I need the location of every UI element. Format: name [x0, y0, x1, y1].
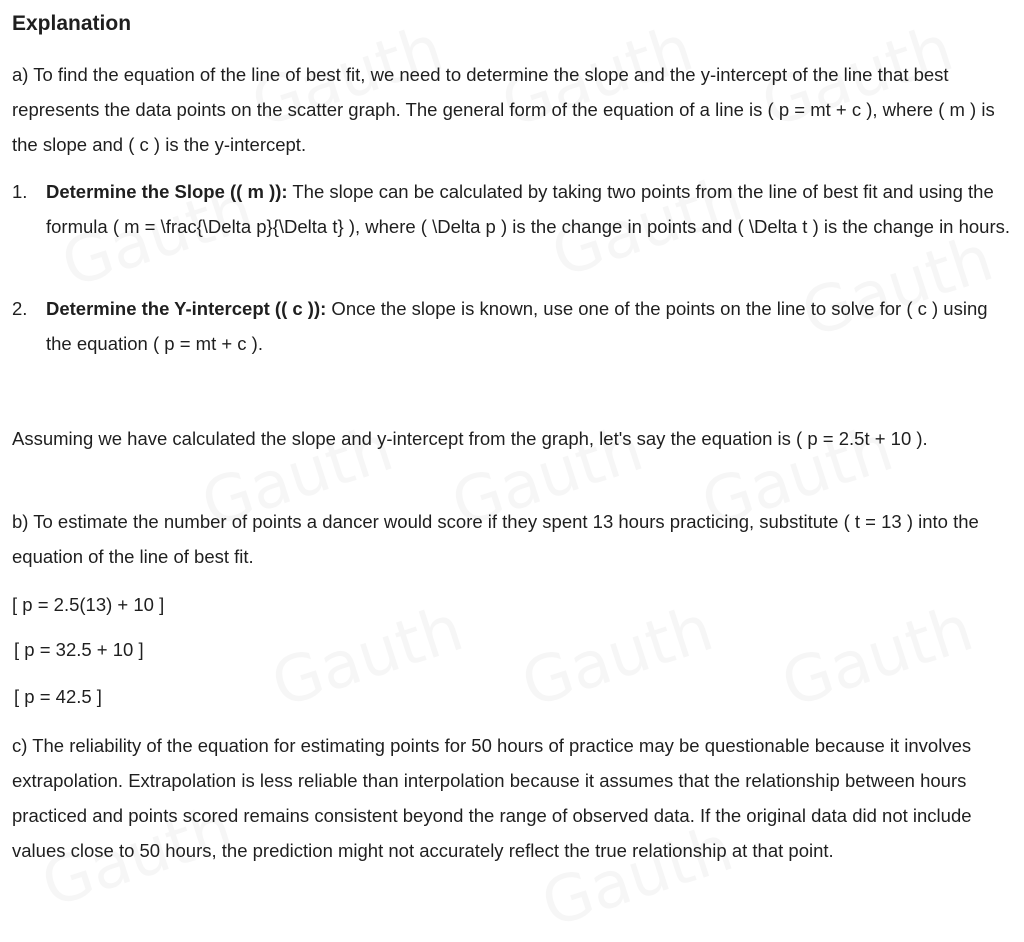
part-a-intro: a) To find the equation of the line of best fit, we need to determine the slope and the y-intercept of the line that best represents the data points on the scatter graph. The general form of the equation of a line is ( p = mt + c ), where ( m ) is the slope and ( c ) is the y-intercept.: [12, 64, 995, 155]
equation-line: [ p = 42.5 ]: [14, 686, 102, 707]
step-number: 1.: [12, 181, 28, 202]
step-number: 2.: [12, 298, 28, 319]
part-b-intro: b) To estimate the number of points a dancer would score if they spent 13 hours practicing, substitute ( t = 13 ) into the equation of the line of best fit.: [12, 511, 979, 567]
step-intercept: [12, 291, 1012, 361]
watermark: [263, 592, 471, 723]
step-heading: Determine the Slope (( m )):: [46, 181, 288, 202]
part-c-text: [12, 728, 1012, 868]
step-text: The slope can be calculated by taking two points from the line of best fit and using the formula ( m = \frac{\Delta p}{\Delta t} ), where ( \Delta p ) is the change in points and ( \Delta t ) is the change in hours.: [46, 181, 1011, 237]
step-heading: Determine the Y-intercept (( c )):: [46, 298, 327, 319]
part-c-body: c) The reliability of the equation for estimating points for 50 hours of practice may be questionable because it involves extrapolation. Extrapolation is less reliable than interpolation because it assumes that the relationship between hours practiced and points scored remains consistent beyond the range of observed data. If the original data did not include values close to 50 hours, the prediction might not accurately reflect the true relationship at that point.: [12, 735, 972, 861]
equation-line: [ p = 32.5 + 10 ]: [14, 639, 144, 660]
watermark: [513, 592, 721, 723]
equation-assumption: Assuming we have calculated the slope and y-intercept from the graph, let's say the equation is ( p = 2.5t + 10 ).: [12, 428, 928, 449]
step-slope: [12, 174, 1012, 244]
watermark: [773, 592, 981, 723]
step-text: Once the slope is known, use one of the points on the line to solve for ( c ) using the equation ( p = mt + c ).: [46, 298, 988, 354]
equation-line: [ p = 2.5(13) + 10 ]: [12, 594, 165, 615]
page-title: Explanation: [12, 12, 132, 35]
